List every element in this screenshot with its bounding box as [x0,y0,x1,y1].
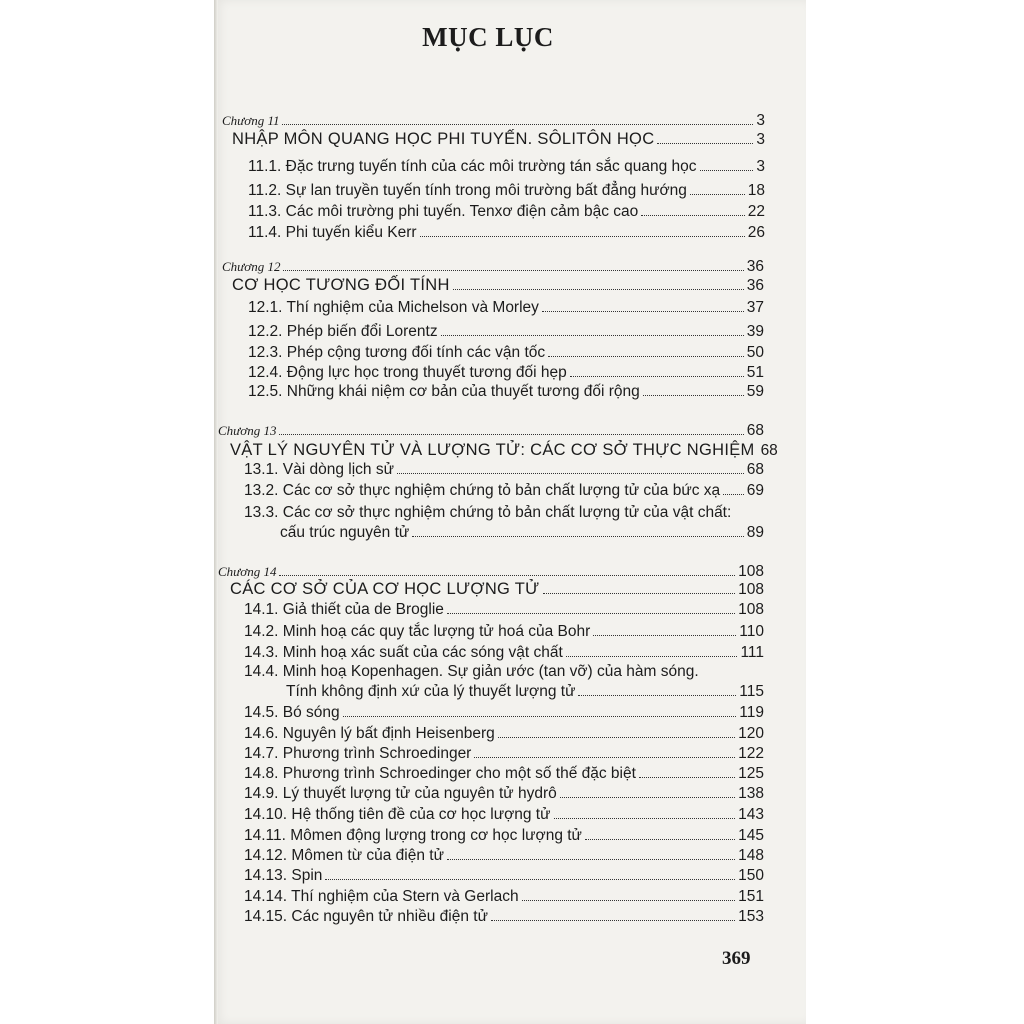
toc-page-number: 22 [747,203,765,220]
toc-page-number: 108 [738,581,764,598]
toc-entry-text: CÁC CƠ SỞ CỦA CƠ HỌC LƯỢNG TỬ [230,580,540,598]
chapter-title [230,441,778,461]
toc-page-number: 50 [746,344,764,361]
page-gutter [214,0,218,1024]
toc-entry [248,203,765,223]
toc-entry [286,683,764,703]
toc-entry-text: 14.14. Thí nghiệm của Stern và Gerlach [244,888,519,905]
dot-leader [447,601,735,614]
dot-leader [593,623,736,636]
toc-page-number: 3 [756,112,765,129]
toc-page-number: 115 [739,683,764,700]
toc-entry [244,623,764,643]
toc-entry [248,383,764,403]
toc-page-number: 120 [738,725,764,742]
dot-leader [279,422,743,435]
toc-page-number: 122 [738,745,764,762]
toc-entry [244,908,764,928]
toc-entry [244,745,764,765]
dot-leader [498,725,735,738]
dot-leader [491,908,735,921]
page-number: 369 [722,948,751,969]
chapter-label [222,258,764,278]
toc-entry-text: NHẬP MÔN QUANG HỌC PHI TUYẾN. SÔLITÔN HỌC [232,130,655,148]
toc-entry-text: Chương 12 [222,259,281,274]
dot-leader [420,224,745,237]
toc-entry-text: 13.3. Các cơ sở thực nghiệm chứng tỏ bản chất lượng tử của vật chất: [244,504,732,521]
toc-entry-text: 14.1. Giả thiết của de Broglie [244,601,444,618]
toc-entry-text: 14.3. Minh hoạ xác suất của các sóng vật chất [244,644,563,661]
dot-leader [570,364,744,377]
toc-entry [248,299,764,319]
toc-entry-text: 14.11. Mômen động lượng trong cơ học lượng tử [244,827,582,844]
toc-page-number: 3 [756,158,765,175]
toc-entry [244,806,764,826]
dot-leader [412,524,743,537]
toc-page-number: 37 [746,299,764,316]
toc-page-number: 108 [738,601,764,618]
dot-leader [282,112,753,125]
toc-entry [244,785,764,805]
dot-leader [578,683,736,696]
toc-entry-text: 11.2. Sự lan truyền tuyến tính trong môi trường bất đẳng hướng [248,182,687,199]
dot-leader [522,888,736,901]
toc-page-number: 119 [739,704,764,721]
toc-page-number: 69 [746,482,764,499]
toc-entry [244,827,764,847]
chapter-label [222,112,765,132]
toc-entry [244,482,764,502]
dot-leader [447,847,735,860]
toc-page-number: 3 [756,131,765,148]
chapter-label [218,422,764,442]
dot-leader [441,323,744,336]
dot-leader [643,383,744,396]
toc-entry [248,158,765,178]
toc-page-number: 111 [740,644,764,661]
toc-page-number: 18 [747,182,765,199]
toc-page-number: 36 [746,277,764,294]
toc-entry [248,224,765,244]
toc-entry [244,644,764,664]
toc-entry [244,765,764,785]
dot-leader [543,581,736,594]
dot-leader [639,765,735,778]
dot-leader [700,158,754,171]
toc-entry-text: 14.2. Minh hoạ các quy tắc lượng tử hoá của Bohr [244,623,591,640]
dot-leader [690,182,745,195]
toc-entry-text: VẬT LÝ NGUYÊN TỬ VÀ LƯỢNG TỬ: CÁC CƠ SỞ THỰC NGHIỆM [230,441,755,459]
chapter-title [232,276,764,296]
dot-leader [566,644,738,657]
toc-entry [244,704,764,724]
toc-entry [248,344,764,364]
dot-leader [554,806,736,819]
toc-entry-text: 14.12. Mômen từ của điện tử [244,847,444,864]
dot-leader [657,131,753,144]
toc-entry [244,461,764,481]
toc-page-number: 68 [746,461,764,478]
toc-entry-text: 13.1. Vài dòng lịch sử [244,461,394,478]
toc-entry [248,182,765,202]
toc-entry-text: Chương 11 [222,113,280,128]
toc-entry-text: 14.15. Các nguyên tử nhiều điện tử [244,908,488,925]
toc-page-number: 51 [746,364,764,381]
page-title: MỤC LỤC [422,22,554,52]
toc-entry-text: 12.5. Những khái niệm cơ bản của thuyết tương đối rộng [248,383,640,400]
toc-entry-text: 12.3. Phép cộng tương đối tính các vận tốc [248,344,546,361]
dot-leader [283,258,743,271]
toc-entry-text: 11.3. Các môi trường phi tuyến. Tenxơ điện cảm bậc cao [248,203,639,220]
toc-page-number: 143 [738,806,764,823]
dot-leader [453,277,744,290]
toc-entry-text: 14.9. Lý thuyết lượng tử của nguyên tử hydrô [244,785,557,802]
toc-entry [244,601,764,621]
toc-entry-text: cấu trúc nguyên tử [280,524,410,541]
toc-page-number: 138 [738,785,764,802]
toc-entry-text: 14.4. Minh hoạ Kopenhagen. Sự giản ước (tan vỡ) của hàm sóng. [244,663,699,680]
dot-leader [397,461,744,474]
toc-entry [248,364,764,384]
toc-entry-text: Chương 14 [218,564,277,579]
chapter-title [230,580,764,600]
toc-entry-text: 14.10. Hệ thống tiên đề của cơ học lượng tử [244,806,551,823]
toc-entry [244,888,764,908]
dot-leader [542,299,744,312]
toc-entry-text: 13.2. Các cơ sở thực nghiệm chứng tỏ bản chất lượng tử của bức xạ [244,482,721,499]
toc-entry-text: 12.1. Thí nghiệm của Michelson và Morley [248,299,539,316]
toc-entry [244,867,764,887]
toc-entry-text: 11.1. Đặc trưng tuyến tính của các môi trường tán sắc quang học [248,158,697,175]
dot-leader [279,563,735,576]
toc-page-number: 110 [739,623,764,640]
toc-entry-text: 12.4. Động lực học trong thuyết tương đối hẹp [248,364,567,381]
toc-page-number: 108 [738,563,764,580]
toc-page-number: 36 [746,258,764,275]
toc-entry-text: 11.4. Phi tuyến kiểu Kerr [248,224,417,241]
dot-leader [585,827,735,840]
toc-page-number: 150 [738,867,764,884]
toc-entry [244,847,764,867]
toc-page-number: 145 [738,827,764,844]
toc-page-number: 148 [738,847,764,864]
toc-page-number: 68 [746,422,764,439]
chapter-title [232,130,765,150]
toc-entry-text: CƠ HỌC TƯƠNG ĐỐI TÍNH [232,276,450,294]
dot-leader [474,745,735,758]
dot-leader [560,785,735,798]
toc-page-number: 89 [746,524,764,541]
dot-leader [343,704,737,717]
toc-entry [244,725,764,745]
toc-entry-text: 14.6. Nguyên lý bất định Heisenberg [244,725,495,742]
dot-leader [325,867,735,880]
toc-page-number: 26 [747,224,765,241]
toc-entry-text: 14.8. Phương trình Schroedinger cho một số thế đặc biệt [244,765,636,782]
toc-entry-text: 14.5. Bó sóng [244,704,340,721]
toc-entry [248,323,764,343]
toc-page-number: 59 [746,383,764,400]
toc-entry [280,524,764,544]
toc-page-number: 125 [738,765,764,782]
toc-page-number: 153 [738,908,764,925]
toc-page-number: 151 [738,888,764,905]
toc-entry-text: 12.2. Phép biến đổi Lorentz [248,323,438,340]
toc-entry-text: Chương 13 [218,423,277,438]
toc-entry-text: 14.7. Phương trình Schroedinger [244,745,472,762]
toc-page-number: 39 [746,323,764,340]
dot-leader [641,203,744,216]
dot-leader [548,344,744,357]
toc-entry-text: 14.13. Spin [244,867,323,884]
dot-leader [723,482,744,495]
toc-entry-text: Tính không định xứ của lý thuyết lượng tử [286,683,576,700]
toc-page-number: 68 [760,442,778,459]
